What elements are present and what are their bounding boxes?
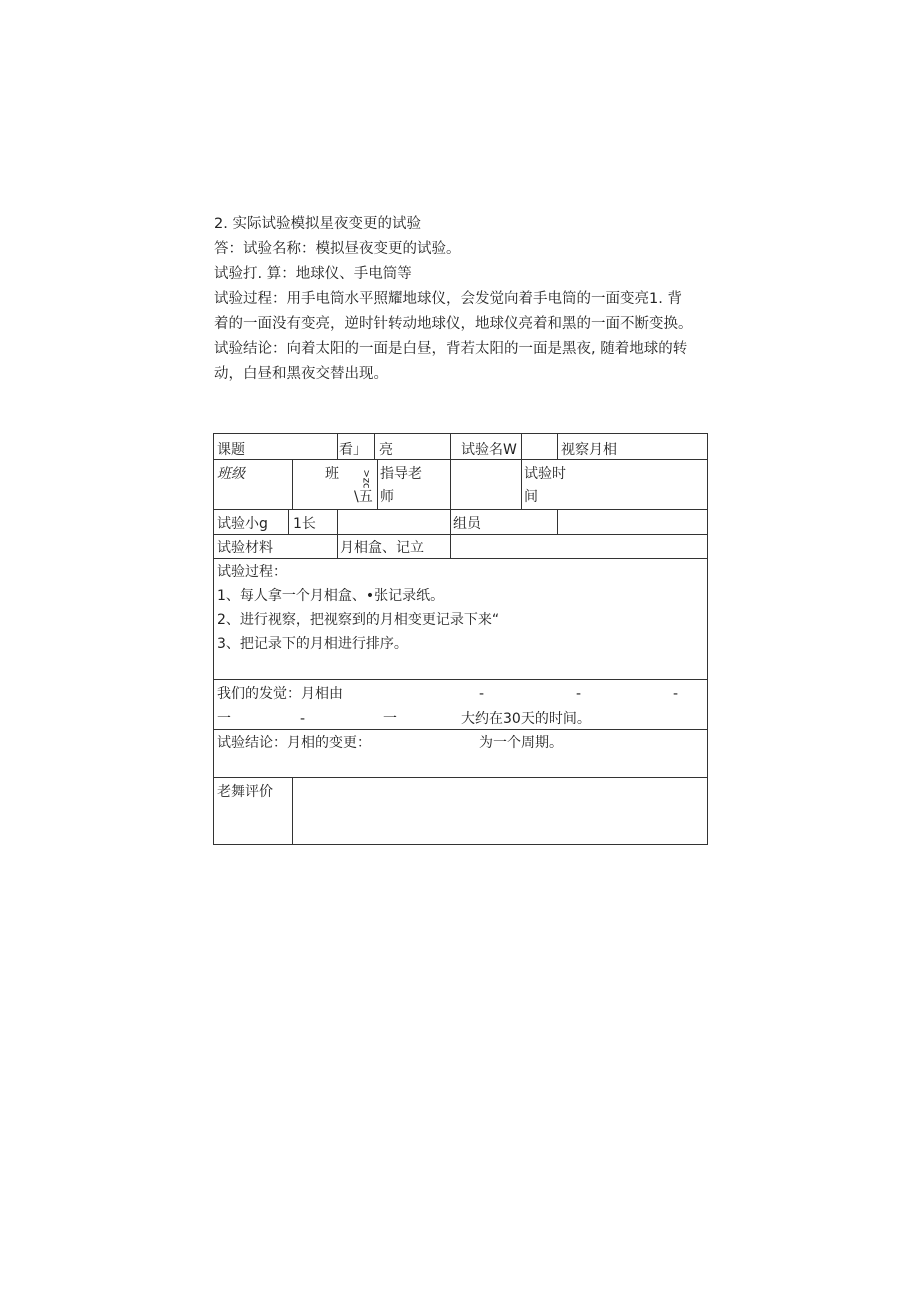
findings-dash-2: - [576, 686, 582, 702]
intro-section [214, 212, 714, 387]
process-step-2: 2、进行视察，把视察到的月相变更记录下来“ [217, 612, 500, 628]
process-step-1: 1、每人拿一个月相盒、•张记录纸。 [217, 588, 445, 604]
findings-dash-3: - [673, 686, 679, 702]
intro-conclusion-1: 试验结论：向着太阳的一面是白昼，背若太阳的一面是黑夜, 随着地球的转 [214, 341, 688, 357]
topic-label: 课题 [217, 442, 245, 458]
group-leader: 1长 [293, 516, 316, 532]
process-step-3: 3、把记录下的月相进行排序。 [217, 636, 408, 652]
class-grade-mark: >zc [360, 469, 372, 489]
time-label-1: 试验时 [524, 466, 566, 482]
class-label: 班级 [217, 466, 245, 482]
materials-value: 月相盒、记立 [340, 540, 424, 556]
intro-process-2: 着的一面没有变亮，逆时针转动地球仪，地球仪亮着和黑的一面不断变换。 [214, 316, 693, 332]
experiment-name-label: 试验名W [461, 442, 517, 458]
findings-label: 我们的发觉：月相由 [217, 686, 343, 702]
intro-answer: 答：试验名称：模拟昼夜变更的试验。 [214, 241, 461, 257]
process-label: 试验过程： [217, 564, 287, 580]
experiment-name-value: 视察月相 [561, 442, 617, 458]
findings-dash-6: 一 [383, 711, 397, 727]
topic-value-1: 看」 [339, 442, 367, 458]
findings-dash-5: - [300, 711, 306, 727]
class-grade-value: \五 [354, 489, 373, 505]
class-value: 班 [325, 466, 339, 482]
evaluation-field[interactable] [293, 778, 706, 843]
teacher-label-1: 指导老 [380, 466, 422, 482]
materials-label: 试验材料 [217, 540, 273, 556]
experiment-table [213, 433, 708, 845]
evaluation-label: 老舞评价 [217, 784, 273, 800]
intro-heading: 2. 实际试验模拟星夜变更的试验 [214, 216, 421, 232]
intro-conclusion-2: 动，白昼和黑夜交替出现。 [214, 366, 388, 382]
topic-value-2: 亮 [379, 442, 393, 458]
conclusion-tail: 为一个周期。 [479, 735, 563, 751]
teacher-label-2: 师 [380, 489, 394, 505]
intro-process-1: 试验过程：用手电筒水平照耀地球仪，会发觉向着手电筒的一面变亮1. 背 [214, 291, 682, 307]
findings-dash-1: - [479, 686, 485, 702]
members-label: 组员 [453, 516, 481, 532]
intro-materials: 试验打. 算：地球仪、手电筒等 [214, 266, 412, 282]
findings-tail: 大约在30天的时间。 [461, 711, 591, 727]
conclusion-label: 试验结论：月相的变更： [217, 735, 371, 751]
time-label-2: 间 [524, 489, 538, 505]
group-label: 试验小g [217, 516, 268, 532]
findings-dash-4: 一 [217, 711, 231, 727]
